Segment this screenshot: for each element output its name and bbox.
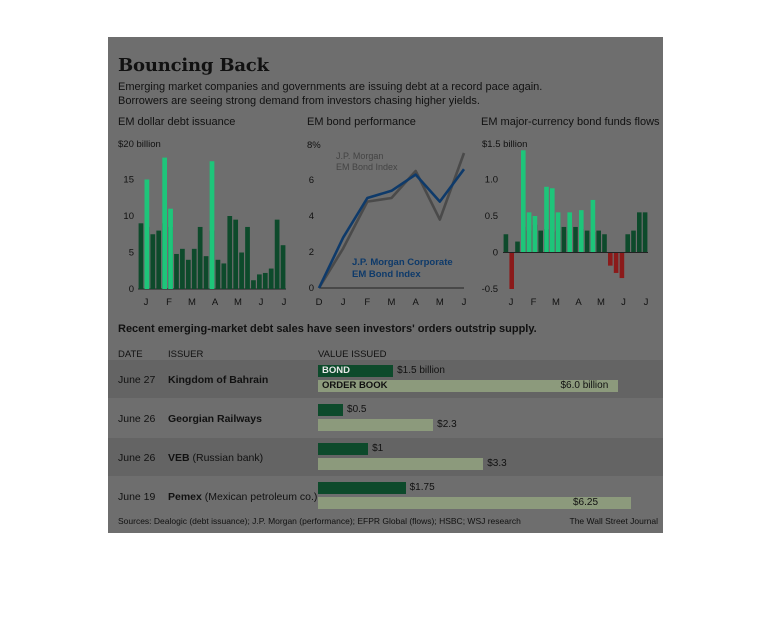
row-issuer: VEB (Russian bank) xyxy=(168,452,264,464)
order-value-label: $6.0 billion xyxy=(560,380,609,391)
issuance-bar xyxy=(227,216,232,289)
issuance-bar xyxy=(245,227,250,289)
graphic-panel xyxy=(108,37,663,533)
row-date: June 26 xyxy=(118,452,156,464)
order-book-bar xyxy=(318,458,483,470)
issuance-highlight-bar xyxy=(168,209,173,289)
issuance-xtick-label: A xyxy=(211,297,219,308)
performance-xtick-label: J xyxy=(461,297,467,308)
issuance-highlight-bar xyxy=(145,180,150,290)
flows-xtick-label: J xyxy=(643,297,649,308)
corporate-index-label: EM Bond Index xyxy=(352,269,421,280)
issuance-highlight-bar xyxy=(162,158,167,289)
bond-legend-label: BOND xyxy=(322,365,350,376)
bond-value-label: $1.75 xyxy=(409,482,435,493)
performance-xtick-label: M xyxy=(435,297,444,308)
issuance-bar xyxy=(198,227,203,289)
flows-xtick-label: J xyxy=(508,297,514,308)
performance-xtick-label: M xyxy=(387,297,396,308)
subtitle-line-2: Borrowers are seeing strong demand from investors chasing higher yields. xyxy=(118,95,480,107)
row-issuer: Kingdom of Bahrain xyxy=(168,374,269,386)
table-section-title: Recent emerging-market debt sales have seen investors' orders outstrip supply. xyxy=(118,323,537,335)
issuance-bar xyxy=(263,273,268,289)
flows-bar xyxy=(585,231,590,253)
flows-bar xyxy=(515,242,520,253)
bond-value-label: $1.5 billion xyxy=(397,365,445,376)
flows-bar xyxy=(596,231,601,253)
issuance-chart-title: EM dollar debt issuance xyxy=(118,116,236,128)
issuance-bar xyxy=(257,274,262,289)
performance-ytick-label: 6 xyxy=(308,175,314,186)
flows-highlight-bar xyxy=(556,212,561,252)
table-row xyxy=(108,438,663,476)
flows-bar xyxy=(631,231,636,253)
flows-bar xyxy=(614,253,619,273)
flows-highlight-bar xyxy=(591,200,596,253)
issuance-ytick-label: 0 xyxy=(128,284,134,295)
issuance-bar xyxy=(216,260,221,289)
issuance-bar xyxy=(150,234,155,289)
corporate-index-label: J.P. Morgan Corporate xyxy=(352,257,453,268)
col-head-issuer: ISSUER xyxy=(168,349,204,360)
issuance-bar xyxy=(221,263,226,289)
performance-xtick-label: F xyxy=(364,297,371,308)
issuance-bar xyxy=(192,249,197,289)
performance-xtick-label: A xyxy=(412,297,419,308)
flows-chart-title: EM major-currency bond funds flows xyxy=(481,116,660,128)
issuance-highlight-bar xyxy=(210,161,215,289)
bond-bar xyxy=(318,443,368,455)
flows-unit-label: $1.5 billion xyxy=(482,139,528,150)
flows-xtick-label: J xyxy=(621,297,626,308)
bond-value-label: $1 xyxy=(372,443,384,454)
flows-xtick-label: M xyxy=(597,297,605,308)
issuance-bar xyxy=(204,256,209,289)
table-row xyxy=(108,360,663,398)
issuance-ytick-label: 10 xyxy=(123,211,134,222)
flows-bar xyxy=(504,234,509,252)
flows-bar xyxy=(637,212,642,252)
table-row xyxy=(108,399,663,437)
flows-bar xyxy=(562,227,567,253)
charts-svg xyxy=(108,37,663,327)
issuance-bar xyxy=(180,249,185,289)
flows-bar xyxy=(573,227,578,253)
issuance-ytick-label: 5 xyxy=(128,247,134,259)
flows-ytick-label: 0 xyxy=(492,247,498,259)
flows-highlight-bar xyxy=(567,212,572,252)
flows-ytick-label: 0.5 xyxy=(484,211,498,222)
issuance-ytick-label: 15 xyxy=(123,174,134,186)
issuance-bar xyxy=(281,245,286,289)
issuance-unit-label: $20 billion xyxy=(118,139,161,150)
flows-bar xyxy=(625,234,630,252)
issuance-bar xyxy=(233,220,238,289)
performance-chart-title: EM bond performance xyxy=(307,116,416,128)
issuance-xtick-label: J xyxy=(143,297,149,308)
flows-bar xyxy=(643,212,648,252)
bond-value-label: $0.5 xyxy=(347,404,367,415)
graphic-title: Bouncing Back xyxy=(118,55,269,76)
performance-ytick-label: 2 xyxy=(308,247,314,258)
issuance-bar xyxy=(139,223,144,289)
credit-line: The Wall Street Journal xyxy=(569,516,658,526)
issuance-xtick-label: J xyxy=(258,297,264,308)
flows-xtick-label: A xyxy=(575,297,582,308)
issuer-note: (Russian bank) xyxy=(189,452,264,464)
table-row xyxy=(108,477,663,515)
em-index-label: EM Bond Index xyxy=(336,162,398,172)
order-value-label: $3.3 xyxy=(487,458,507,469)
flows-bar xyxy=(538,231,543,253)
row-date: June 27 xyxy=(118,374,156,386)
issuance-bar xyxy=(251,280,256,289)
issuance-xtick-label: M xyxy=(188,297,196,308)
col-head-date: DATE xyxy=(118,349,143,360)
performance-xtick-label: J xyxy=(340,297,346,308)
issuer-note: (Mexican petroleum co.) xyxy=(201,491,318,503)
flows-ytick-label: -0.5 xyxy=(481,284,498,295)
issuance-bar xyxy=(174,254,179,289)
issuance-bar xyxy=(275,220,280,289)
order-value-label: $6.25 xyxy=(573,497,599,508)
issuance-bar xyxy=(239,253,244,290)
em-index-label: J.P. Morgan xyxy=(336,151,384,161)
subtitle-line-1: Emerging market companies and governments are issuing debt at a record pace again. xyxy=(118,81,543,93)
flows-ytick-label: 1.0 xyxy=(484,174,498,186)
flows-highlight-bar xyxy=(579,210,584,252)
row-date: June 26 xyxy=(118,413,156,425)
order-book-legend-label: ORDER BOOK xyxy=(322,380,388,391)
performance-xtick-label: D xyxy=(315,297,323,308)
flows-highlight-bar xyxy=(544,187,549,253)
row-date: June 19 xyxy=(118,491,156,503)
col-head-value: VALUE ISSUED xyxy=(318,349,387,360)
bond-bar xyxy=(318,404,343,416)
performance-ytick-label: 0 xyxy=(308,283,314,294)
row-issuer: Georgian Railways xyxy=(168,413,262,425)
performance-unit-label: 8% xyxy=(307,140,321,151)
issuance-xtick-label: M xyxy=(234,297,242,308)
issuance-bar xyxy=(156,231,161,289)
issuance-bar xyxy=(269,269,274,289)
flows-highlight-bar xyxy=(521,150,526,252)
sources-note: Sources: Dealogic (debt issuance); J.P. Morgan (performance); EFPR Global (flows); HSBC; WSJ research xyxy=(118,516,521,526)
order-book-bar xyxy=(318,419,433,431)
flows-bar xyxy=(608,253,613,266)
row-issuer: Pemex (Mexican petroleum co.) xyxy=(168,491,318,503)
issuance-xtick-label: J xyxy=(281,297,287,308)
flows-bar xyxy=(620,253,625,279)
flows-xtick-label: M xyxy=(552,297,560,308)
issuance-bar xyxy=(186,260,191,289)
flows-highlight-bar xyxy=(527,212,532,252)
flows-highlight-bar xyxy=(550,188,555,252)
flows-bar xyxy=(602,234,607,252)
issuance-xtick-label: F xyxy=(166,297,172,308)
bond-bar xyxy=(318,482,406,494)
performance-ytick-label: 4 xyxy=(308,211,314,222)
flows-xtick-label: F xyxy=(530,297,537,308)
order-value-label: $2.3 xyxy=(437,419,457,430)
flows-highlight-bar xyxy=(533,216,538,253)
flows-bar xyxy=(509,253,514,290)
